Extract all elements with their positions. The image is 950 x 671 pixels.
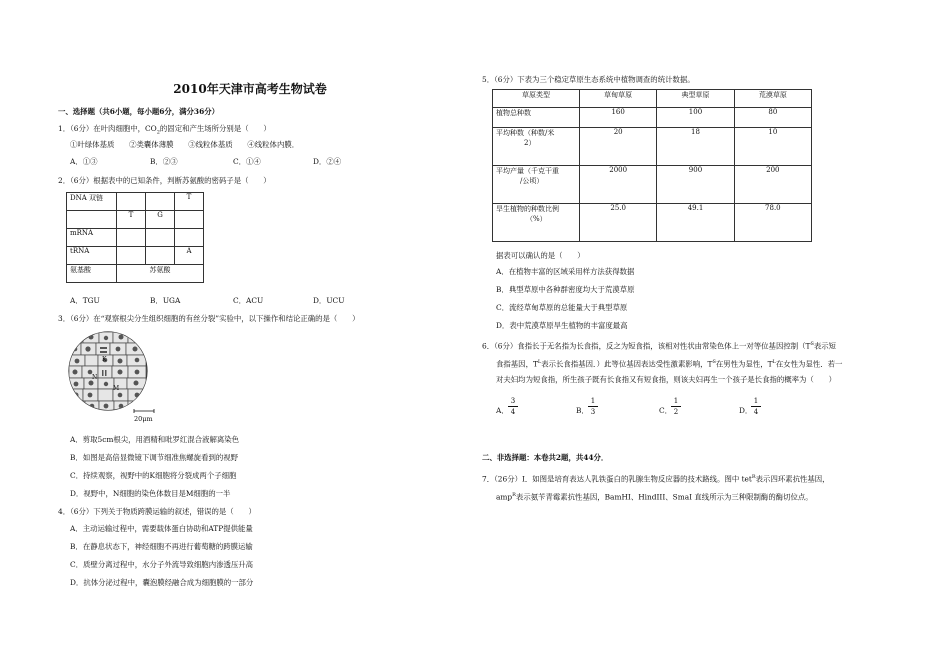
q2-option-d[interactable]: D．UCU <box>313 296 345 305</box>
cell-value: 200 <box>734 166 811 204</box>
q3-option-c[interactable]: C．持续观察，视野中的K细胞将分裂成两个子细胞 <box>70 471 237 480</box>
q5-option-c[interactable]: C．流经草甸草原的总能量大于典型草原 <box>496 303 628 312</box>
cell-value: 10 <box>734 128 811 166</box>
q6-option-b-label[interactable]: B． <box>576 406 589 415</box>
cell-value: 80 <box>734 108 811 128</box>
q5-option-d[interactable]: D．表中荒漠草原旱生植物的丰富度最高 <box>496 321 628 330</box>
q6-line1: 6．（6分）食指长于无名指为长食指，反之为短食指，该相对性状由常染色体上一对等位基因控制（$T^S$表示短 <box>482 341 837 351</box>
cell-value: 100 <box>657 108 734 128</box>
q6-option-a-label[interactable]: A． <box>496 406 509 415</box>
row-label: 植物总种数 <box>493 108 580 128</box>
q5-after: 据表可以确认的是（ ） <box>496 251 585 260</box>
dna-t-bottom: T <box>117 211 146 229</box>
trna-label: tRNA <box>67 247 117 265</box>
section-heading-nonchoice: 二、非选择题：本卷共2题，共44分． <box>482 453 609 462</box>
cell-value: 18 <box>657 128 734 166</box>
q6-line3: 对夫妇均为短食指，所生孩子既有长食指又有短食指，则该夫妇再生一个孩子是长食指的概率为（ ） <box>496 375 836 384</box>
amino-acid-value: 苏氨酸 <box>117 265 204 283</box>
codon-table <box>66 192 204 283</box>
q4-option-c[interactable]: C．质壁分离过程中，水分子外流导致细胞内渗透压升高 <box>70 560 254 569</box>
q6-line2: 食指基因，$T^L$表示长食指基因．）此等位基因表达受性激素影响，$T^S$在男性为显性，$T^L$在女性为显性．若一 <box>496 359 843 369</box>
q7-line1: 7．（26分）Ⅰ．如图是培育表达人乳铁蛋白的乳腺生物反应器的技术路线。图中 tet$^R$表示四环素抗性基因， <box>482 474 830 484</box>
q3-option-a[interactable]: A．剪取5cm根尖，用酒精和吡罗红混合液解离染色 <box>70 435 240 444</box>
cell-label-m: M <box>113 385 120 392</box>
row-label: 旱生植物的种数比例 （%） <box>493 204 580 242</box>
cell-label-k: K <box>102 356 107 363</box>
q3-option-b[interactable]: B．如图是高倍显微镜下调节细准焦螺旋看到的视野 <box>70 453 239 462</box>
q1-option-b[interactable]: B．②③ <box>150 157 178 166</box>
header-typical: 典型草原 <box>657 90 734 108</box>
row-label: 平均种数（种数/米 2） <box>493 128 580 166</box>
q5-option-b[interactable]: B．典型草原中各种群密度均大于荒漠草原 <box>496 285 635 294</box>
q1-option-c[interactable]: C．①④ <box>233 157 261 166</box>
q4-stem: 4．（6分）下列关于物质跨膜运输的叙述，错误的是（ ） <box>58 507 256 516</box>
header-desert: 荒漠草原 <box>734 90 811 108</box>
cell-value: 900 <box>657 166 734 204</box>
section-heading-choice: 一、选择题（共6小题，每小题6分，满分36分） <box>58 107 219 116</box>
header-meadow: 草甸草原 <box>580 90 657 108</box>
q6-option-d-fraction[interactable]: 1 4 <box>751 397 761 416</box>
page-title: 2010年天津市高考生物试卷 <box>173 82 327 96</box>
q6-option-b-fraction[interactable]: 1 3 <box>588 397 598 416</box>
q5-option-a[interactable]: A．在植物丰富的区域采用样方法获得数据 <box>496 267 635 276</box>
cell-value: 160 <box>580 108 657 128</box>
q6-option-d-label[interactable]: D． <box>739 406 753 415</box>
cell-value: 49.1 <box>657 204 734 242</box>
cell-value: 2000 <box>580 166 657 204</box>
q2-option-b[interactable]: B．UGA <box>150 296 181 305</box>
cell-value: 20 <box>580 128 657 166</box>
cell-label-n: N <box>92 374 98 381</box>
q1-items: ①叶绿体基质 ②类囊体薄膜 ③线粒体基质 ④线粒体内膜． <box>70 140 300 149</box>
header-type: 草原类型 <box>493 90 580 108</box>
q4-option-a[interactable]: A．主动运输过程中，需要载体蛋白协助和ATP提供能量 <box>70 524 253 533</box>
q3-stem: 3．（6分）在“观察根尖分生组织细胞的有丝分裂”实验中，以下操作和结论正确的是（ ） <box>58 314 360 323</box>
q5-stem: 5．（6分）下表为三个稳定草原生态系统中植物调查的统计数据。 <box>482 75 695 84</box>
q3-option-d[interactable]: D．视野中，N细胞的染色体数目是M细胞的一半 <box>70 489 231 498</box>
q6-option-c-fraction[interactable]: 1 2 <box>671 397 681 416</box>
q6-option-a-fraction[interactable]: 3 4 <box>508 397 518 416</box>
q2-option-c[interactable]: C．ACU <box>233 296 264 305</box>
row-label: 平均产量（千克干重 /公顷） <box>493 166 580 204</box>
dna-label: DNA 双链 <box>67 193 117 211</box>
trna-a: A <box>175 247 204 265</box>
q4-option-d[interactable]: D．抗体分泌过程中，囊泡膜经融合成为细胞膜的一部分 <box>70 578 254 587</box>
dna-t-top: T <box>175 193 204 211</box>
q1-option-d[interactable]: D．②④ <box>313 157 342 166</box>
grassland-table <box>492 89 812 242</box>
cell-value: 25.0 <box>580 204 657 242</box>
q6-option-c-label[interactable]: C． <box>659 406 673 415</box>
q1-option-a[interactable]: A．①③ <box>70 157 98 166</box>
q2-stem: 2．（6分）根据表中的已知条件，判断苏氨酸的密码子是（ ） <box>58 176 271 185</box>
q1-stem: 1．（6分）在叶肉细胞中，$CO_2$的固定和产生场所分别是（ ） <box>58 124 271 136</box>
mrna-label: mRNA <box>67 229 117 247</box>
scale-label: 20μm <box>134 415 153 423</box>
cell-value: 78.0 <box>734 204 811 242</box>
micrograph-figure <box>66 328 166 424</box>
q7-line2: amp$^R$表示氨苄青霉素抗性基因，BamHI、HindIII、SmaI 直线所示为三种限制酶的酶切位点。 <box>496 492 813 502</box>
q4-option-b[interactable]: B．在静息状态下，神经细胞不再进行葡萄糖的跨膜运输 <box>70 542 253 551</box>
dna-g: G <box>146 211 175 229</box>
amino-acid-label: 氨基酸 <box>67 265 117 283</box>
q2-option-a[interactable]: A．TGU <box>70 296 100 305</box>
